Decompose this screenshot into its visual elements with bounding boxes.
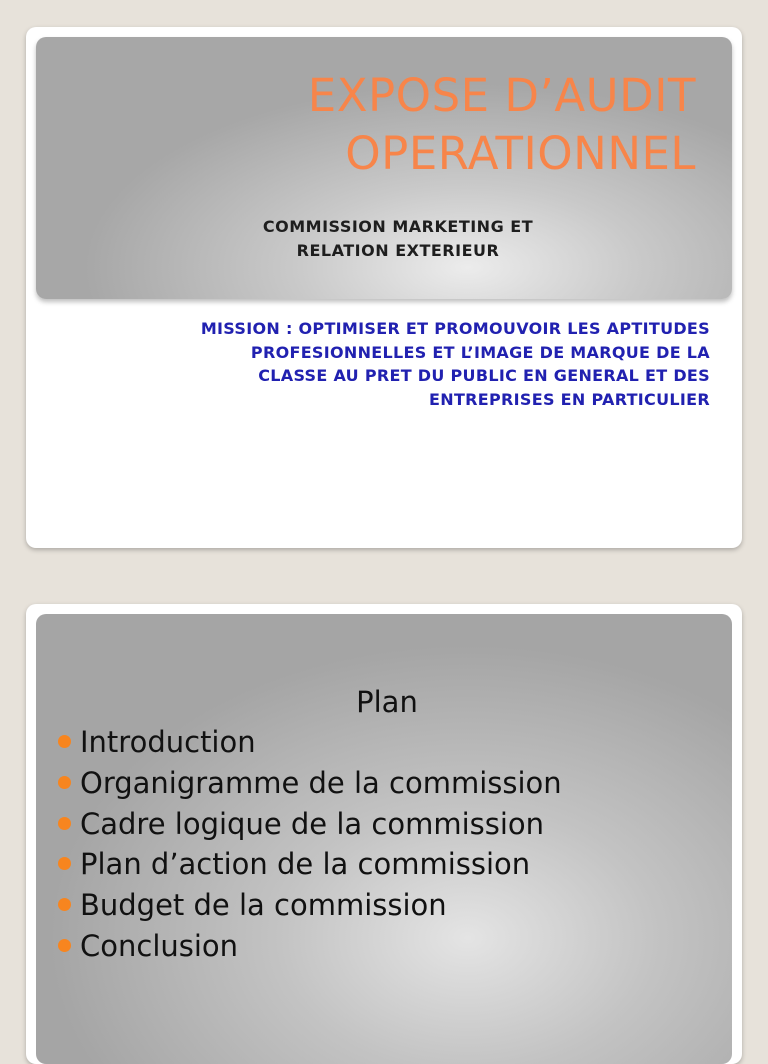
bullet-icon — [58, 898, 71, 911]
subtitle-line-1: COMMISSION MARKETING ET — [262, 217, 534, 236]
plan-item — [36, 844, 562, 885]
title-line-1: EXPOSE D’AUDIT — [307, 69, 696, 122]
mission-line: ENTREPRISES EN PARTICULIER — [429, 389, 710, 409]
slide-1 — [26, 27, 742, 548]
plan-item — [36, 926, 562, 967]
content-panel — [36, 614, 732, 1064]
bullet-icon — [58, 776, 71, 789]
slide-2 — [26, 604, 742, 1064]
plan-item-label: Conclusion — [80, 928, 239, 963]
plan-item — [36, 885, 562, 926]
title-panel — [36, 37, 732, 299]
subtitle-line-2: RELATION EXTERIEUR — [296, 241, 500, 260]
plan-item-label: Cadre logique de la commission — [80, 806, 545, 841]
mission-line: MISSION : OPTIMISER ET PROMOUVOIR LES APTITUDES — [200, 319, 710, 338]
mission-line: CLASSE AU PRET DU PUBLIC EN GENERAL ET DES — [258, 366, 710, 385]
plan-item-label: Introduction — [80, 725, 256, 759]
bullet-icon — [58, 857, 71, 870]
plan-item — [36, 722, 562, 763]
plan-item-label: Budget de la commission — [80, 888, 447, 923]
plan-heading: Plan — [356, 685, 418, 719]
mission-statement — [76, 317, 710, 411]
bullet-icon — [58, 735, 71, 748]
plan-item — [36, 804, 562, 845]
plan-list — [36, 722, 562, 967]
bullet-icon — [58, 817, 71, 830]
mission-line: PROFESIONNELLES ET L’IMAGE DE MARQUE DE LA — [250, 342, 710, 362]
plan-item — [36, 763, 562, 804]
bullet-icon — [58, 939, 71, 952]
main-title — [56, 67, 696, 183]
title-line-2: OPERATIONNEL — [345, 127, 696, 180]
subtitle — [188, 215, 608, 263]
plan-item-label: Organigramme de la commission — [80, 765, 562, 800]
plan-item-label: Plan d’action de la commission — [80, 847, 531, 882]
